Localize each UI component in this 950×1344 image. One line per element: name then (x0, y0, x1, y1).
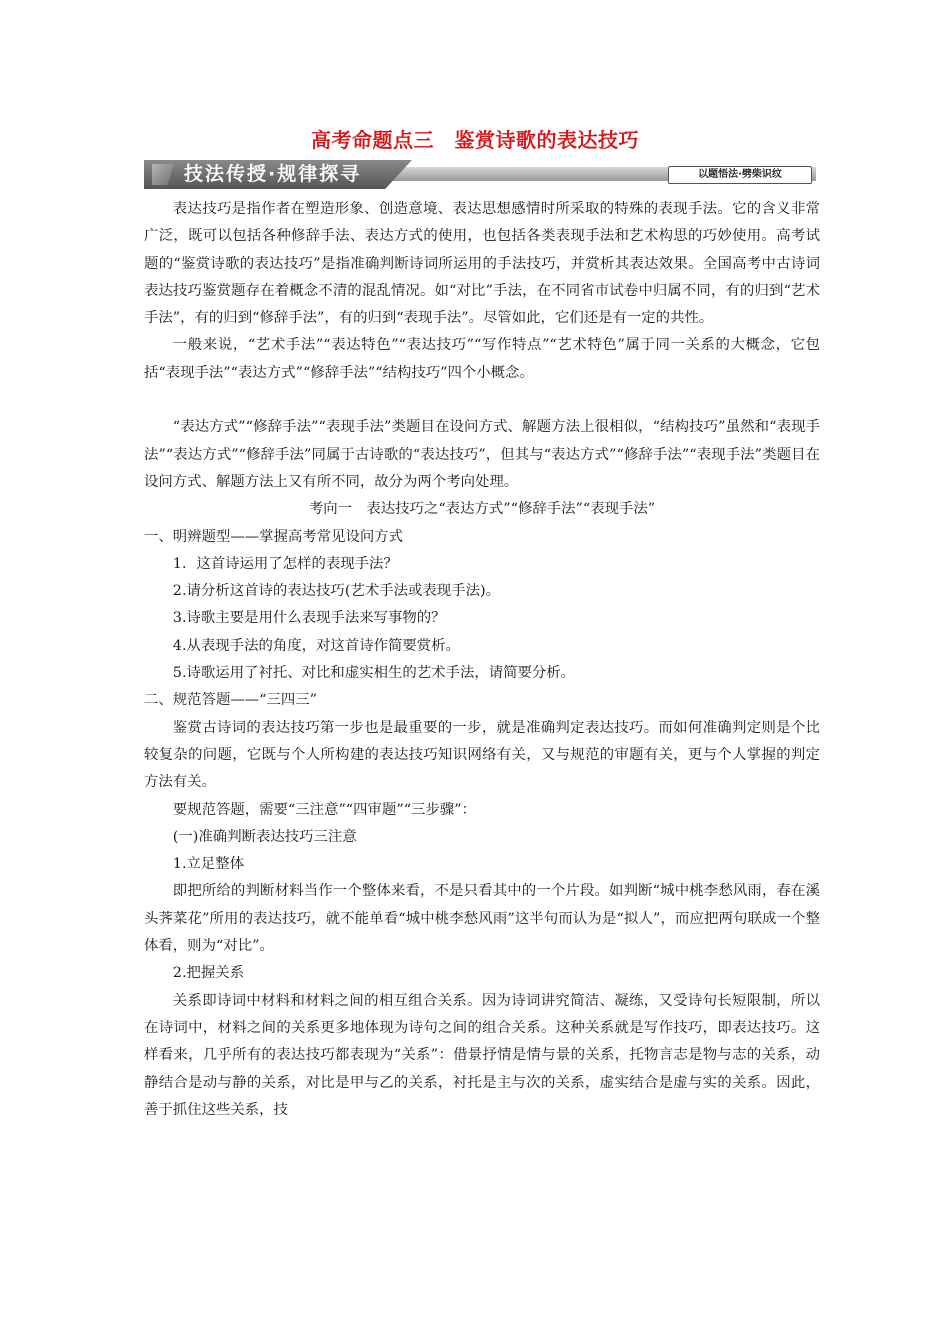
section-banner (144, 160, 816, 189)
subsection-heading: (一)准确判断表达技巧三注意 (172, 828, 357, 845)
banner-tag: 以题悟法·劈柴识纹 (668, 166, 812, 184)
section2-paragraph: 鉴赏古诗词的表达技巧第一步也是最重要的一步，就是准确判定表达技巧。而如何准确判定则是个比较复杂的问题，它既与个人所构建的表达技巧知识网络有关，又与规范的审题有关，更与个人掌握的判定方法有关。 (144, 719, 820, 791)
point-title: 2.把握关系 (172, 965, 245, 982)
section1-heading: 一、明辨题型——掌握高考常见设问方式 (144, 528, 404, 545)
paragraph-concepts: 一般来说，“艺术手法”“表达特色”“表达技巧”“写作特点”“艺术特色”属于同一关系的大概念，它包括“表现手法”“表达方式”“修辞手法”“结构技巧”四个小概念。 (144, 337, 820, 381)
question-item: 3.诗歌主要是用什么表现手法来写事物的？ (172, 610, 446, 627)
paragraph-intro: 表达技巧是指作者在塑造形象、创造意境、表达思想感情时所采取的特殊的表现手法。它的含义非常广泛，既可以包括各种修辞手法、表达方式的使用，也包括各类表现手法和艺术构思的巧妙使用。高考试题的“鉴赏诗歌的表达技巧”是指准确判断诗词所运用的手法技巧，并赏析其表达效果。全国高考中古诗词表达技巧鉴赏题存在着概念不清的混乱情况。如“对比”手法，在不同省市试卷中归属不同，有的归到“艺术手法”，有的归到“修辞手法”，有的归到“表现手法”。尽管如此，它们还是有一定的共性。 (144, 201, 820, 327)
question-item: 1．这首诗运用了怎样的表现手法？ (172, 555, 398, 572)
question-item: 5.诗歌运用了衬托、对比和虚实相生的艺术手法，请简要分析。 (172, 665, 576, 682)
point-text: 即把所给的判断材料当作一个整体来看，不是只看其中的一个片段。如判断“城中桃李愁风雨，春在溪头荠菜花”所用的表达技巧，就不能单看“城中桃李愁风雨”这半句而认为是“拟人”，而应把两句联成一个整体看，则为“对比”。 (144, 883, 820, 955)
paragraph-directions: “表达方式”“修辞手法”“表现手法”类题目在设问方式、解题方法上很相似，“结构技巧”虽然和“表现手法”“表达方式”“修辞手法”同属于古诗歌的“表达技巧”，但其与“表达方式”“修辞手法”“表现手法”类题目在设问方式、解题方法上又有所不同，故分为两个考向处理。 (144, 419, 820, 490)
point-title: 1.立足整体 (172, 856, 245, 873)
blank-line (144, 387, 820, 414)
direction-title: 考向一 表达技巧之“表达方式”“修辞手法”“表现手法” (308, 501, 656, 518)
point-text: 关系即诗词中材料和材料之间的相互组合关系。因为诗词讲究简洁、凝练，又受诗句长短限制，所以在诗词中，材料之间的关系更多地体现为诗句之间的组合关系。这种关系就是写作技巧，即表达技巧。这样看来，几乎所有的表达技巧都表现为“关系”：借景抒情是情与景的关系，托物言志是物与志的关系，动静结合是动与静的关系，对比是甲与乙的关系，衬托是主与次的关系，虚实结合是虚与实的关系。因此，善于抓住这些关系，技 (144, 992, 820, 1118)
banner-heading: 技法传授·规律探寻 (184, 163, 362, 185)
question-item: 4.从表现手法的角度，对这首诗作简要赏析。 (172, 637, 460, 654)
section2-paragraph: 要规范答题，需要“三注意”“四审题”“三步骤”： (172, 801, 476, 818)
section2-heading: 二、规范答题——“三四三” (144, 692, 318, 709)
question-item: 2.请分析这首诗的表达技巧(艺术手法或表现手法)。 (172, 583, 500, 600)
page-title: 高考命题点三 鉴赏诗歌的表达技巧 (311, 128, 639, 152)
document-body (144, 196, 820, 1124)
